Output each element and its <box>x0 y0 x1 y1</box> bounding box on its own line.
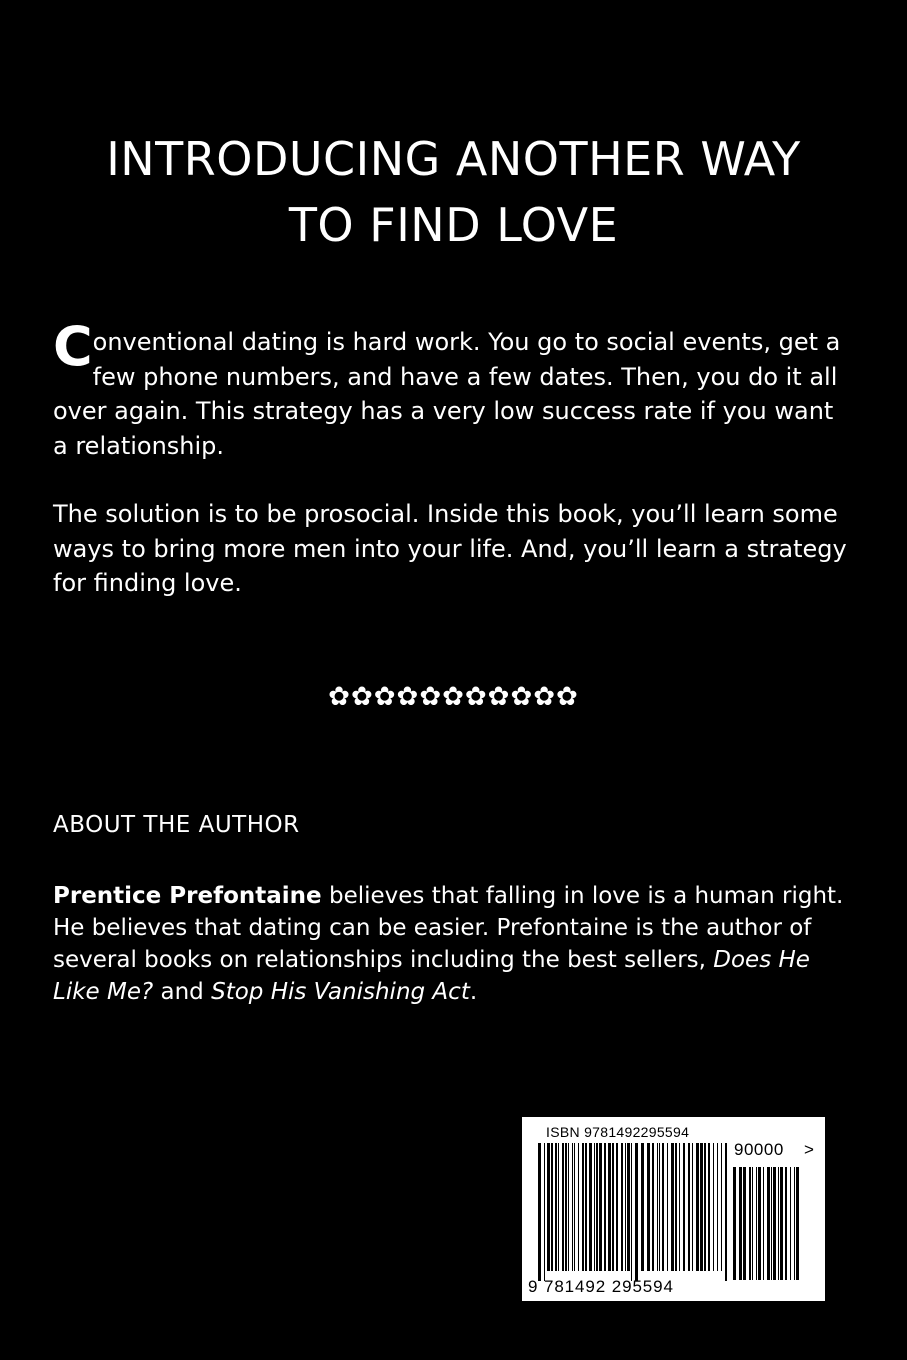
barcode-bar <box>700 1143 703 1271</box>
barcode-bar <box>667 1143 668 1271</box>
title-line-1: INTRODUCING ANOTHER WAY <box>106 132 801 186</box>
author-name: Prentice Prefontaine <box>53 883 322 909</box>
barcode-bar <box>612 1143 614 1271</box>
barcode-bar <box>756 1167 757 1280</box>
isbn-label: ISBN 9781492295594 <box>546 1124 690 1140</box>
barcode-bar <box>652 1143 654 1271</box>
barcode-main-bars <box>538 1143 730 1281</box>
barcode-bar <box>621 1143 623 1271</box>
description-paragraph-1 <box>53 315 853 463</box>
description-paragraph-2: The solution is to be prosocial. Inside this book, you’ll learn some ways to bring more men into your life. And, you’ll learn a strategy for finding love. <box>53 500 847 597</box>
barcode-bar <box>785 1167 787 1280</box>
barcode-bar <box>544 1143 545 1281</box>
barcode-bar <box>688 1143 690 1271</box>
barcode-bar <box>547 1143 550 1271</box>
barcode-bar <box>717 1143 718 1271</box>
barcode-bar <box>582 1143 584 1271</box>
barcode-bar <box>647 1143 650 1271</box>
barcode-bar <box>631 1143 632 1281</box>
barcode-bar <box>594 1143 595 1271</box>
book-title-2: Stop His Vanishing Act <box>211 979 470 1005</box>
barcode-bar <box>758 1167 761 1280</box>
barcode-bar <box>599 1143 602 1271</box>
barcode-bar <box>692 1143 693 1271</box>
barcode-bar <box>767 1167 770 1280</box>
barcode-bar <box>604 1143 606 1271</box>
drop-cap: C <box>53 315 93 378</box>
barcode-bar <box>725 1143 727 1281</box>
barcode-digits: 9 781492 295594 <box>528 1277 674 1296</box>
barcode-bar <box>675 1143 677 1271</box>
price-code: 90000 <box>734 1140 784 1159</box>
isbn-barcode <box>522 1117 825 1301</box>
barcode-bar <box>773 1167 776 1280</box>
barcode-bar <box>794 1167 795 1280</box>
barcode-bar <box>551 1143 553 1271</box>
author-bio <box>53 880 853 1008</box>
paragraph-1-text: onventional dating is hard work. You go to social events, get a few phone numbers, and have a few dates. Then, you do it all over again. This strategy has a very low success rate if you want a relationship. <box>53 328 841 460</box>
back-cover-title <box>0 126 907 258</box>
barcode-bar <box>555 1143 557 1271</box>
barcode-bar <box>627 1143 630 1271</box>
title-line-2: TO FIND LOVE <box>288 198 619 252</box>
barcode-bar <box>749 1167 751 1280</box>
barcode-bar <box>662 1143 664 1271</box>
barcode-bar <box>608 1143 611 1271</box>
barcode-bar <box>596 1143 598 1271</box>
bio-end: . <box>469 979 478 1005</box>
book-title-1: Does He Like Me? <box>53 947 810 1005</box>
barcode-addon-bars <box>733 1167 801 1280</box>
barcode-bar <box>568 1143 569 1271</box>
barcode-bar <box>589 1143 592 1271</box>
barcode-bar <box>578 1143 579 1271</box>
barcode-bar <box>778 1167 779 1280</box>
barcode-bar <box>585 1143 587 1271</box>
barcode-bar <box>704 1143 706 1271</box>
barcode-bar <box>574 1143 575 1271</box>
barcode-bar <box>659 1143 660 1271</box>
barcode-bar <box>780 1167 783 1280</box>
barcode-bar <box>790 1167 791 1280</box>
barcode-bar <box>625 1143 626 1271</box>
barcode-bar <box>562 1143 564 1271</box>
barcode-bar <box>752 1167 753 1280</box>
barcode-bar <box>763 1167 764 1280</box>
price-arrow: > <box>804 1140 814 1159</box>
barcode-bar <box>641 1143 644 1271</box>
flower-divider: ✿✿✿✿✿✿✿✿✿✿✿ <box>328 682 579 712</box>
barcode-bar <box>683 1143 685 1271</box>
barcode-bar <box>635 1143 638 1281</box>
barcode-bar <box>743 1167 746 1280</box>
barcode-bar <box>771 1167 772 1280</box>
bio-text: believes that falling in love is a human right. He believes that dating can be easier. Prefontaine is the author of several books on relationships including the best sellers, <box>53 883 844 973</box>
barcode-bar <box>733 1167 736 1280</box>
barcode-bar <box>558 1143 559 1271</box>
barcode-bar <box>696 1143 699 1271</box>
barcode-bar <box>708 1143 710 1271</box>
barcode-bar <box>657 1143 658 1271</box>
barcode-bar <box>572 1143 573 1271</box>
barcode-bar <box>616 1143 618 1271</box>
barcode-bar <box>796 1167 799 1280</box>
barcode-bar <box>739 1167 742 1280</box>
barcode-bar <box>671 1143 674 1271</box>
barcode-bar <box>538 1143 541 1281</box>
barcode-bar <box>565 1143 567 1271</box>
barcode-bar <box>713 1143 714 1271</box>
barcode-bar <box>721 1143 722 1271</box>
barcode-bar <box>679 1143 680 1271</box>
about-author-heading: ABOUT THE AUTHOR <box>53 812 300 838</box>
bio-and: and <box>153 979 212 1005</box>
